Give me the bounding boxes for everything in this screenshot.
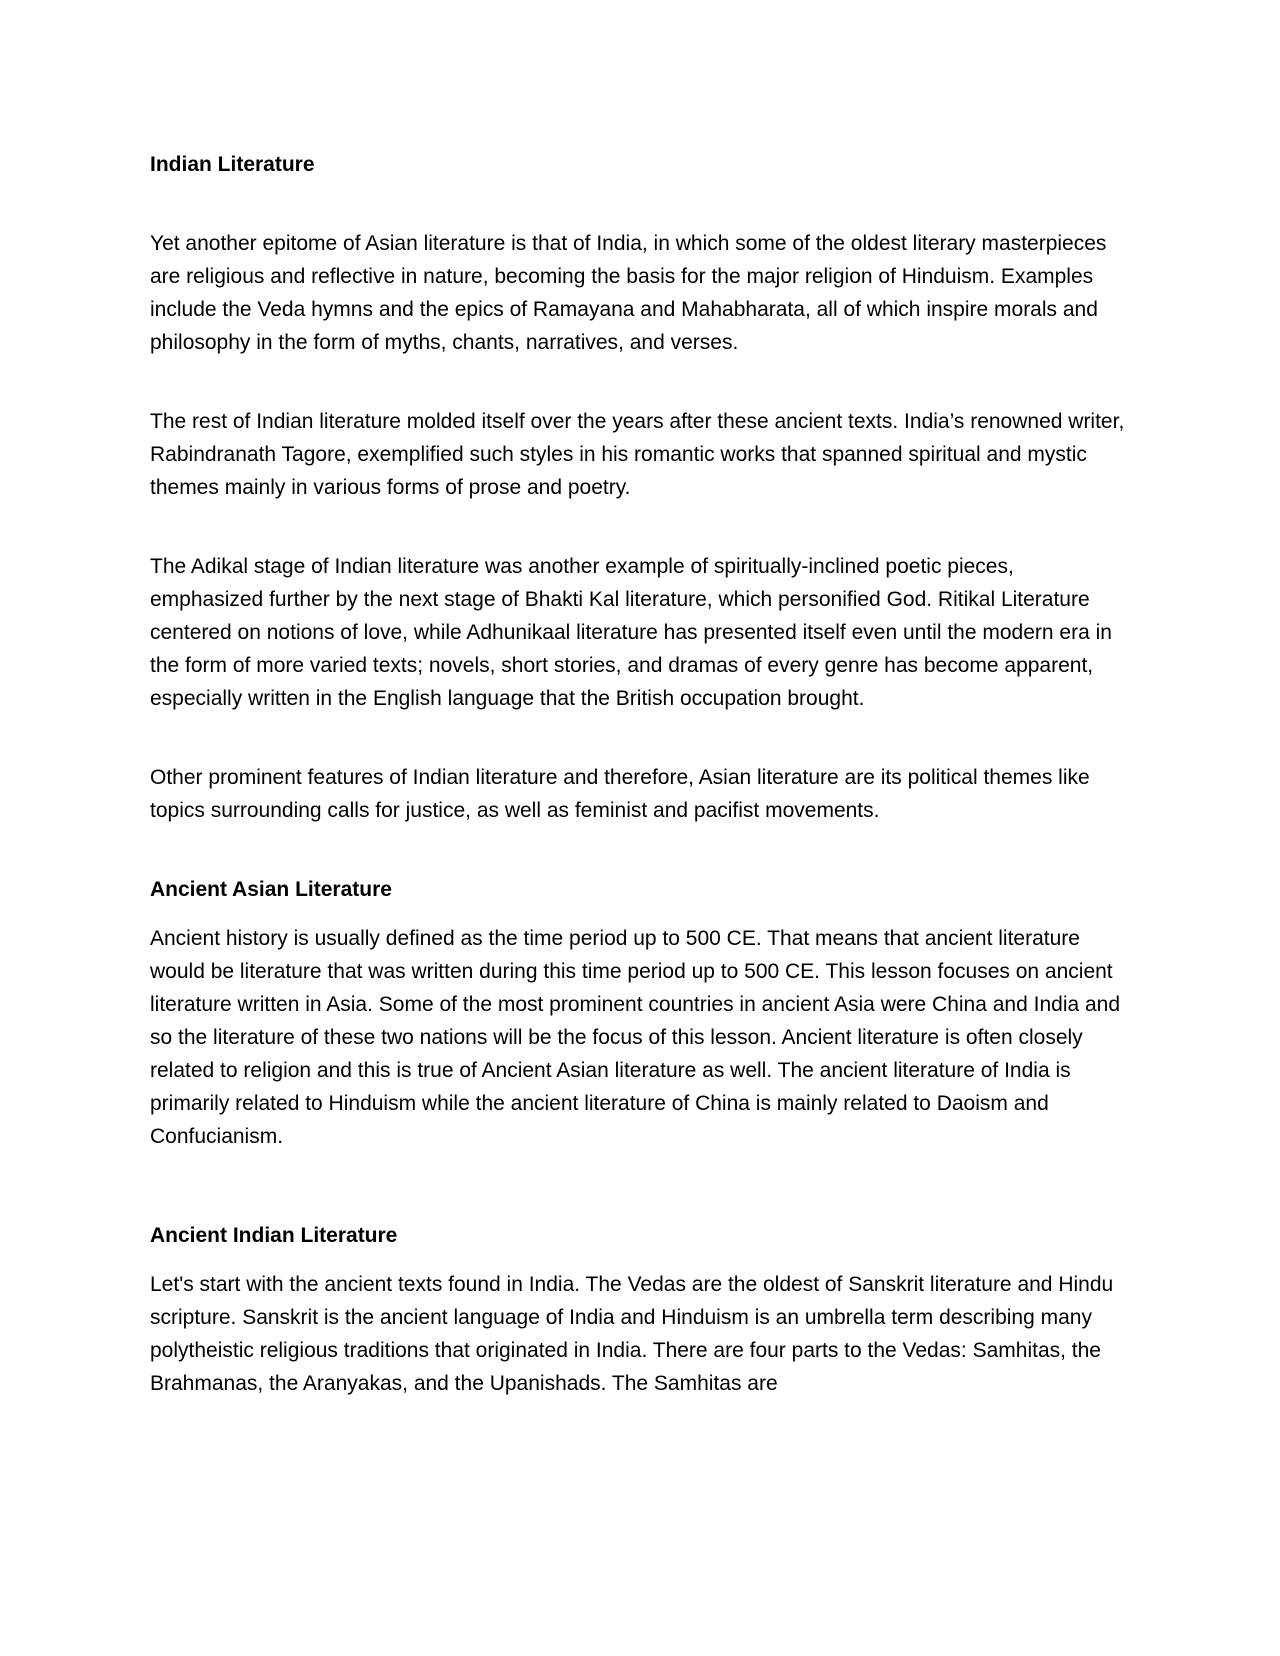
paragraph: Other prominent features of Indian literature and therefore, Asian literature are its political themes like topics surrounding calls for justice, as well as feminist and pacifist movements. (150, 766, 1090, 822)
paragraph: Ancient history is usually defined as the time period up to 500 CE. That means that ancient literature would be literature that was written during this time period up to 500 CE. This lesson focuses on ancient literature written in Asia. Some of the most prominent countries in ancient Asia were China and India and so the literature of these two nations will be the focus of this lesson. Ancient literature is often closely related to religion and this is true of Ancient Asian literature as well. The ancient literature of India is primarily related to Hinduism while the ancient literature of China is mainly related to Daoism and Confucianism. (150, 927, 1121, 1148)
section-heading-ancient-asian-literature: Ancient Asian Literature (150, 878, 392, 901)
document-page (150, 148, 1130, 1400)
section-heading-indian-literature: Indian Literature (150, 153, 315, 176)
paragraph: Yet another epitome of Asian literature is that of India, in which some of the oldest literary masterpieces are religious and reflective in nature, becoming the basis for the major religion of Hinduism. Examples include the Veda hymns and the epics of Ramayana and Mahabharata, all of which inspire morals and philosophy in the form of myths, chants, narratives, and verses. (150, 232, 1107, 354)
paragraph: The Adikal stage of Indian literature was another example of spiritually-inclined poetic pieces, emphasized further by the next stage of Bhakti Kal literature, which personified God. Ritikal Literature centered on notions of love, while Adhunikaal literature has presented itself even until the modern era in the form of more varied texts; novels, short stories, and dramas of every genre has become apparent, especially written in the English language that the British occupation brought. (150, 555, 1112, 710)
section-heading-ancient-indian-literature: Ancient Indian Literature (150, 1224, 398, 1247)
paragraph: The rest of Indian literature molded itself over the years after these ancient texts. India’s renowned writer, Rabindranath Tagore, exemplified such styles in his romantic works that spanned spiritual and mystic themes mainly in various forms of prose and poetry. (150, 410, 1125, 499)
paragraph: Let's start with the ancient texts found in India. The Vedas are the oldest of Sanskrit literature and Hindu scripture. Sanskrit is the ancient language of India and Hinduism is an umbrella term describing many polytheistic religious traditions that originated in India. There are four parts to the Vedas: Samhitas, the Brahmanas, the Aranyakas, and the Upanishads. The Samhitas are (150, 1273, 1114, 1395)
